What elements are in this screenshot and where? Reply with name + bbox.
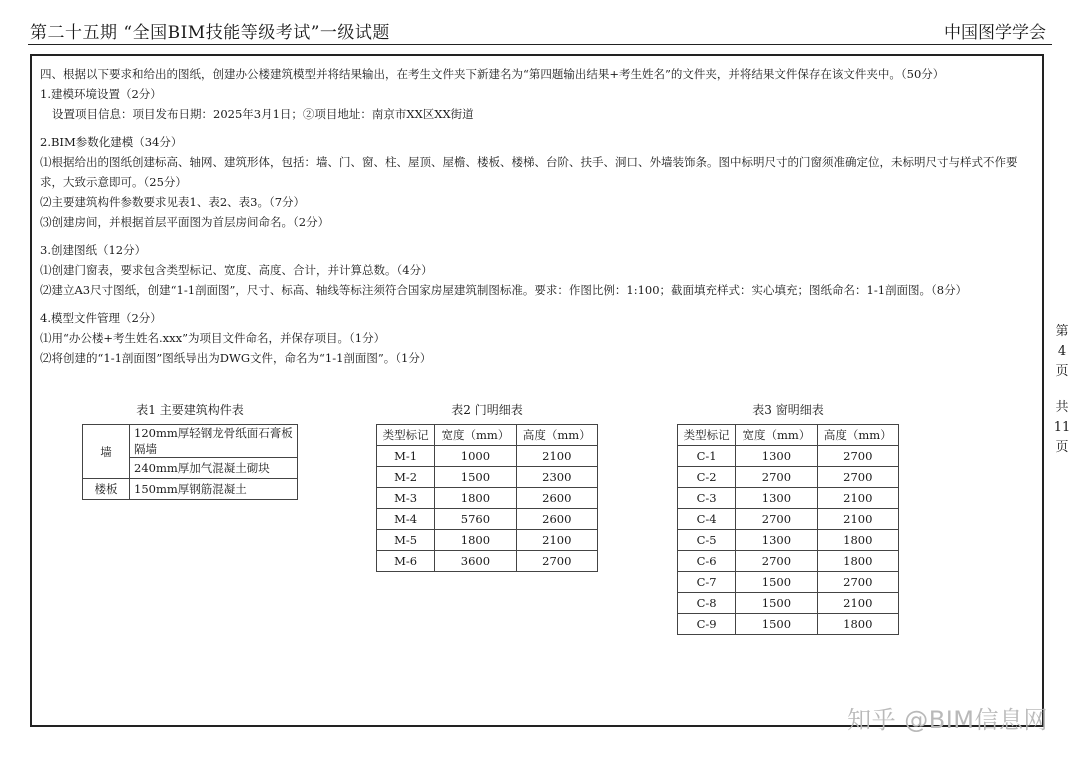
table-cell: 3600 [435,551,516,572]
watermark-text: 知乎 @BIM信息网 [847,706,1048,734]
column-header: 高度（mm） [817,425,898,446]
section-4-line-2: ⑵将创建的“1-1剖面图”图纸导出为DWG文件，命名为“1-1剖面图”。（1分） [40,351,432,365]
table-header-row [678,425,899,446]
table-row [678,614,899,635]
table-cell: 2700 [736,467,817,488]
table-cell: M-4 [377,509,435,530]
table-cell: 1800 [435,530,516,551]
table-cell: C-2 [678,467,736,488]
table-row [678,593,899,614]
section-3-line-1: ⑴创建门窗表，要求包含类型标记、宽度、高度、合计，并计算总数。（4分） [40,263,433,277]
table-cell: 2700 [817,572,898,593]
page-char: 页 [1055,364,1069,379]
table-cell: M-5 [377,530,435,551]
table-cell: 2100 [817,488,898,509]
table-cell: 2100 [817,509,898,530]
table-row [83,425,298,458]
section-4-title: 4.模型文件管理（2分） [40,311,162,325]
exam-title: 第二十五期 “全国BIM技能等级考试”一级试题 [30,23,390,43]
section-1-title: 1.建模环境设置（2分） [40,87,162,101]
page-indicator [1052,322,1072,458]
table-row [377,488,598,509]
table-cell: 2300 [516,467,597,488]
section-2-line-1: ⑴根据给出的图纸创建标高、轴网、建筑形体，包括：墙、门、窗、柱、屋顶、屋檐、楼板、楼梯、台阶、扶手、洞口、外墙装饰条。图中标明尺寸的门窗须准确定位，未标明尺寸与样式不作要求，大致示意即可。（25分） [40,155,1018,189]
table-row [678,488,899,509]
table-cell: 2600 [516,488,597,509]
page-char: 第 [1055,324,1069,339]
table-row [377,530,598,551]
table-cell: C-4 [678,509,736,530]
table-row [377,551,598,572]
table-cell: 2100 [516,446,597,467]
table-cell: 1500 [736,614,817,635]
table-cell: 1800 [817,551,898,572]
table-row [83,479,298,500]
table-cell: C-6 [678,551,736,572]
table-header-row [377,425,598,446]
table-cell: M-1 [377,446,435,467]
table-cell: 120mm厚轻钢龙骨纸面石膏板隔墙 [130,425,298,458]
table-row [377,446,598,467]
table-cell: M-6 [377,551,435,572]
page-number: 4 [1057,344,1067,359]
column-header: 宽度（mm） [736,425,817,446]
table-cell: C-8 [678,593,736,614]
table-cell: C-3 [678,488,736,509]
table-cell: 2100 [516,530,597,551]
total-pages: 11 [1053,420,1071,435]
question-text [40,64,1030,368]
table-cell: 240mm厚加气混凝土砌块 [130,458,298,479]
table-cell: 1500 [736,572,817,593]
table-cell: 2600 [516,509,597,530]
table-1-wall-label: 墙 [83,425,130,479]
organization-name: 中国图学学会 [944,23,1046,43]
table-1-caption: 表1 主要建筑构件表 [136,403,244,417]
table-cell: 1300 [736,530,817,551]
table-1-floor-label: 楼板 [83,479,130,500]
section-3-title: 3.创建图纸（12分） [40,243,147,257]
table-cell: M-2 [377,467,435,488]
table-cell: C-7 [678,572,736,593]
table-cell: C-5 [678,530,736,551]
table-cell: 1500 [736,593,817,614]
table-2 [376,424,598,572]
table-row [678,446,899,467]
table-cell: 5760 [435,509,516,530]
question-intro: 四、根据以下要求和给出的图纸，创建办公楼建筑模型并将结果输出，在考生文件夹下新建名为“第四题输出结果+考生姓名”的文件夹，并将结果文件保存在该文件夹中。（50分） [40,67,945,81]
section-1-line-1: 设置项目信息：项目发布日期：2025年3月1日；②项目地址：南京市XX区XX街道 [52,107,474,121]
table-row [678,467,899,488]
table-cell: 1800 [435,488,516,509]
table-cell: 1300 [736,488,817,509]
table-cell: 1500 [435,467,516,488]
table-cell: 150mm厚钢筋混凝土 [130,479,298,500]
table-cell: 2700 [736,509,817,530]
section-4-line-1: ⑴用“办公楼+考生姓名.xxx”为项目文件命名，并保存项目。（1分） [40,331,386,345]
table-cell: 2700 [817,446,898,467]
section-2-line-3: ⑶创建房间，并根据首层平面图为首层房间命名。（2分） [40,215,330,229]
header-rule [28,44,1052,45]
column-header: 宽度（mm） [435,425,516,446]
table-cell: C-1 [678,446,736,467]
table-cell: 2700 [817,467,898,488]
table-2-caption: 表2 门明细表 [451,403,523,417]
table-cell: 1800 [817,614,898,635]
column-header: 类型标记 [377,425,435,446]
table-cell: M-3 [377,488,435,509]
table-cell: 1800 [817,530,898,551]
table-row [678,572,899,593]
table-row [678,530,899,551]
column-header: 高度（mm） [516,425,597,446]
table-3-caption: 表3 窗明细表 [752,403,824,417]
table-cell: 1300 [736,446,817,467]
table-row [377,509,598,530]
table-1 [82,424,298,500]
table-cell: C-9 [678,614,736,635]
table-cell: 2700 [516,551,597,572]
table-3 [677,424,899,635]
table-cell: 2100 [817,593,898,614]
section-2-line-2: ⑵主要建筑构件参数要求见表1、表2、表3。（7分） [40,195,306,209]
table-row [678,509,899,530]
table-row [678,551,899,572]
table-cell: 2700 [736,551,817,572]
section-3-line-2: ⑵建立A3尺寸图纸，创建“1-1剖面图”，尺寸、标高、轴线等标注须符合国家房屋建筑制图标准。要求：作图比例：1:100；截面填充样式：实心填充；图纸命名：1-1剖面图。（8分） [40,283,968,297]
column-header: 类型标记 [678,425,736,446]
total-char: 共 [1055,400,1069,415]
section-2-title: 2.BIM参数化建模（34分） [40,135,183,149]
table-row [377,467,598,488]
total-char: 页 [1055,440,1069,455]
table-cell: 1000 [435,446,516,467]
